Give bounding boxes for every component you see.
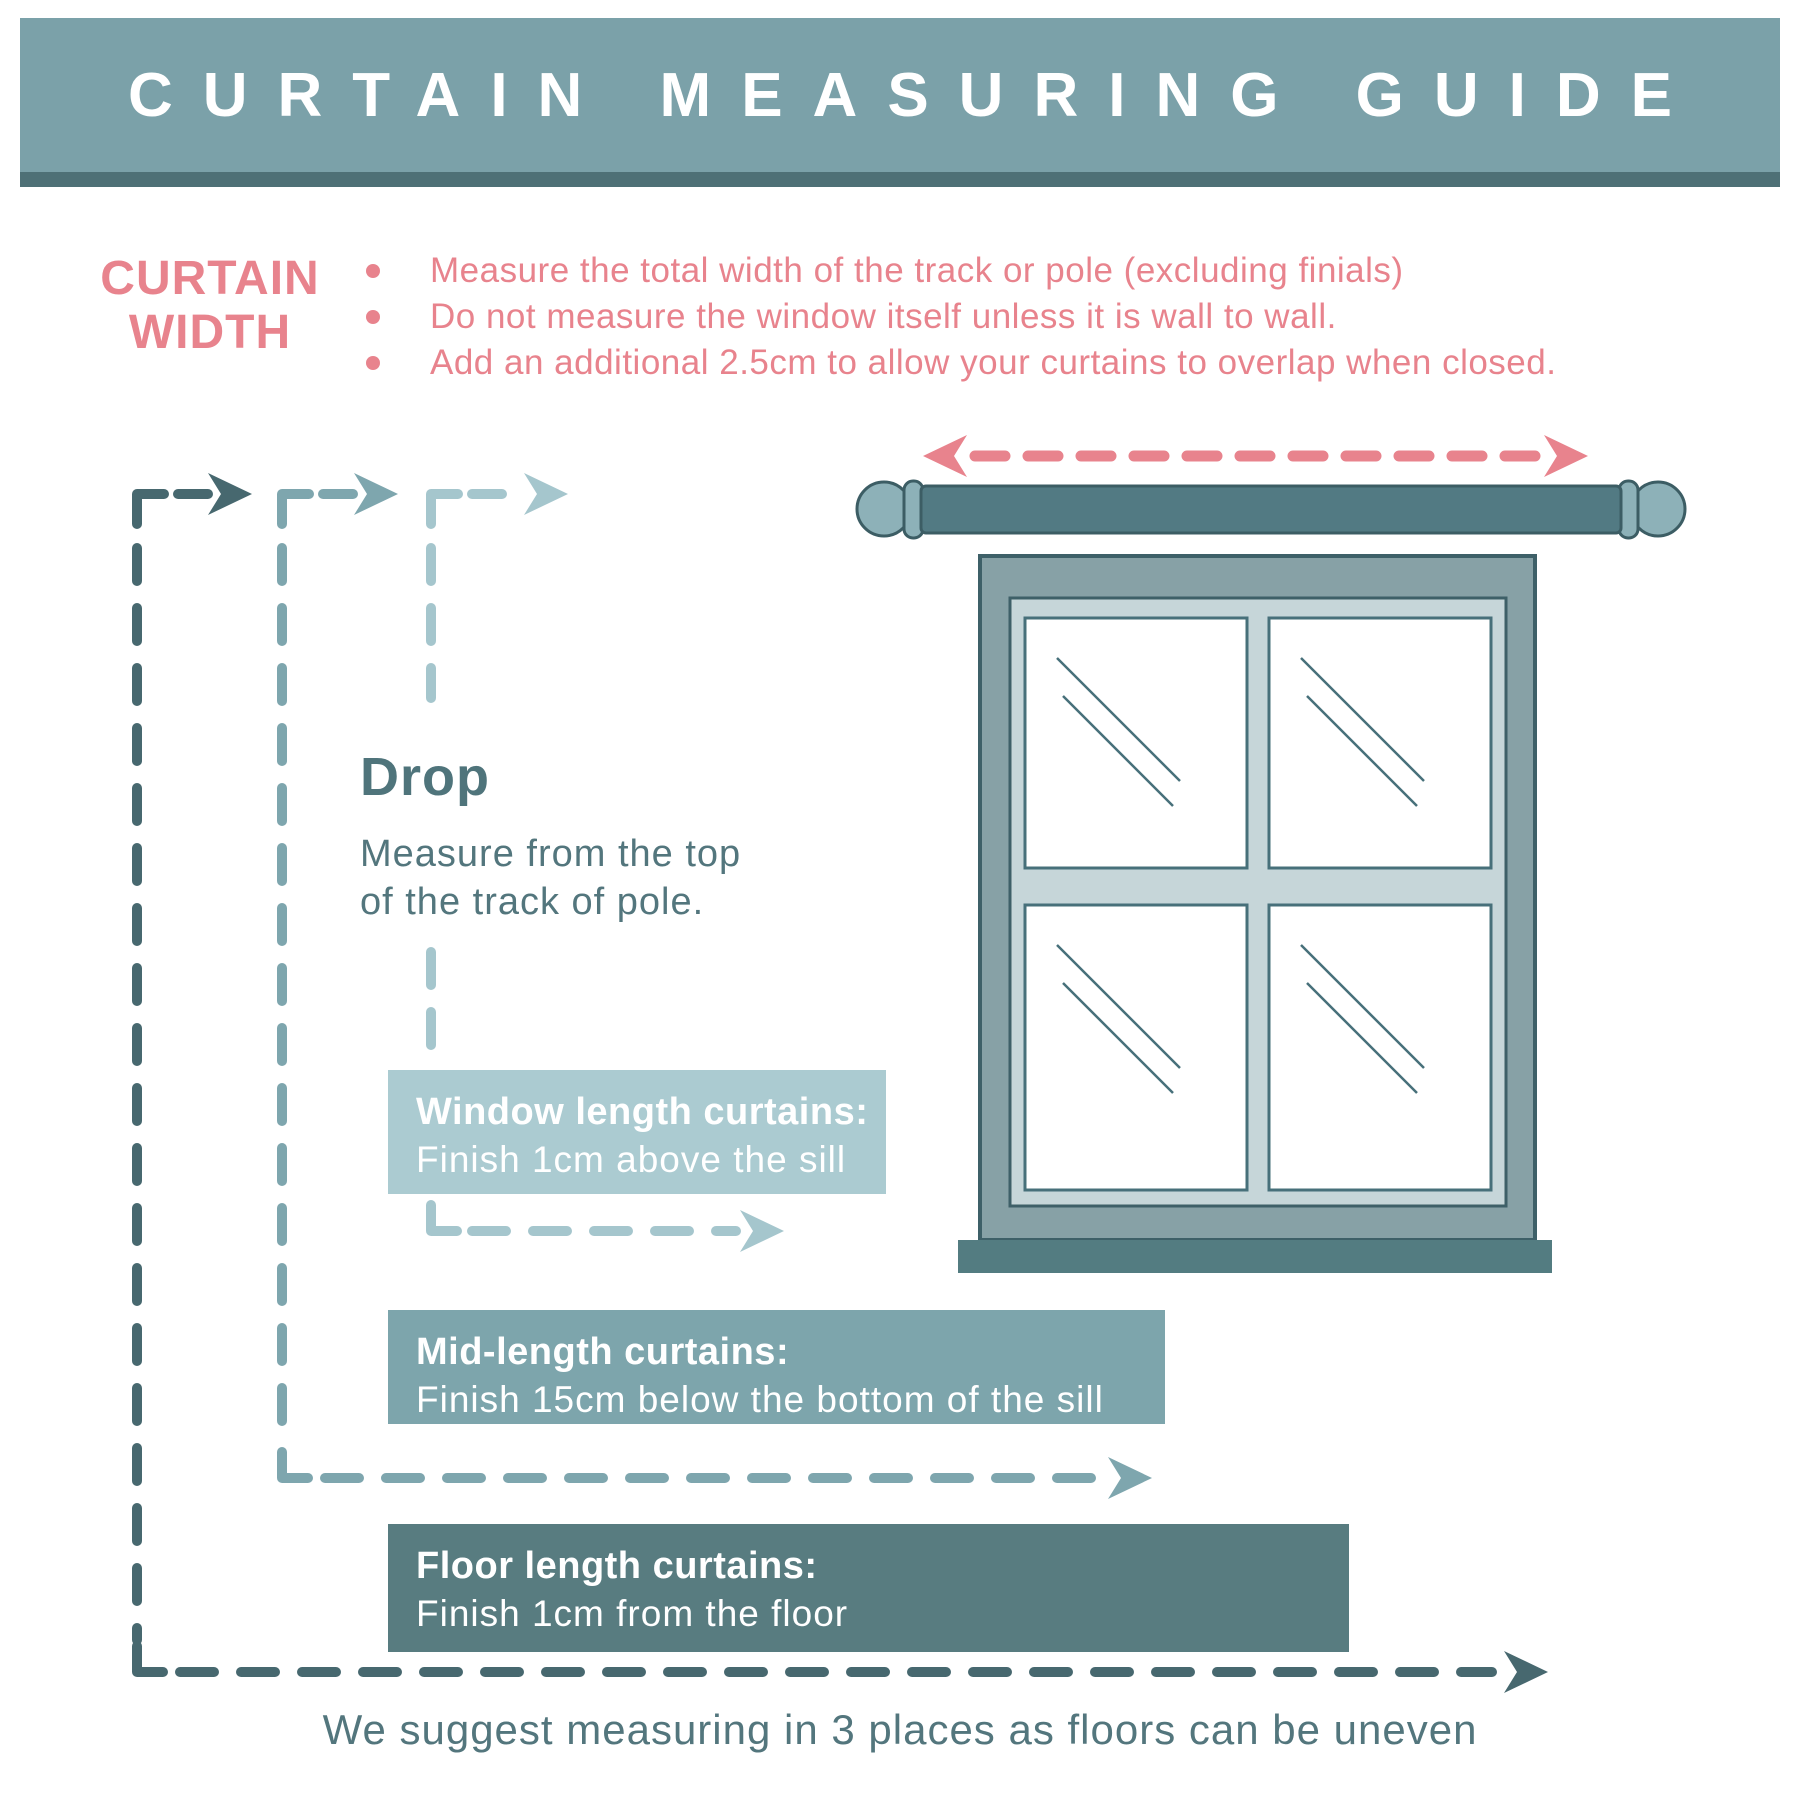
window-length-title: Window length curtains: — [416, 1091, 869, 1133]
floor-length-subtitle: Finish 1cm from the floor — [416, 1593, 849, 1634]
footer-note: We suggest measuring in 3 places as floors can be uneven — [322, 1706, 1478, 1753]
page-title: CURTAIN MEASURING GUIDE — [127, 60, 1703, 130]
mid-length-title: Mid-length curtains: — [416, 1331, 790, 1373]
drop-heading: Drop — [360, 747, 490, 807]
drop-description-line: of the track of pole. — [360, 881, 705, 923]
drop-description — [360, 830, 741, 926]
window-sill — [958, 1240, 1552, 1273]
curtain-pole-illustration — [857, 481, 1685, 538]
drop-description-line: Measure from the top — [360, 833, 742, 875]
mid-length-label-box — [388, 1310, 1165, 1424]
bullet-item: Measure the total width of the track or pole (excluding finials) — [352, 248, 1772, 294]
floor-length-title: Floor length curtains: — [416, 1545, 818, 1587]
curtain-width-heading: CURTAIN WIDTH — [100, 252, 320, 360]
floor-length-label-box — [388, 1524, 1349, 1652]
pole-bar — [921, 486, 1621, 533]
bullet-item: Do not measure the window itself unless it is wall to wall. — [352, 294, 1772, 340]
window-length-label-box — [388, 1070, 886, 1194]
window-length-subtitle: Finish 1cm above the sill — [416, 1139, 847, 1180]
width-measure-arrow-icon — [923, 435, 1588, 477]
bullet-item: Add an additional 2.5cm to allow your curtains to overlap when closed. — [352, 340, 1772, 386]
window-illustration — [958, 556, 1552, 1273]
mid-length-subtitle: Finish 15cm below the bottom of the sill — [416, 1379, 1104, 1420]
